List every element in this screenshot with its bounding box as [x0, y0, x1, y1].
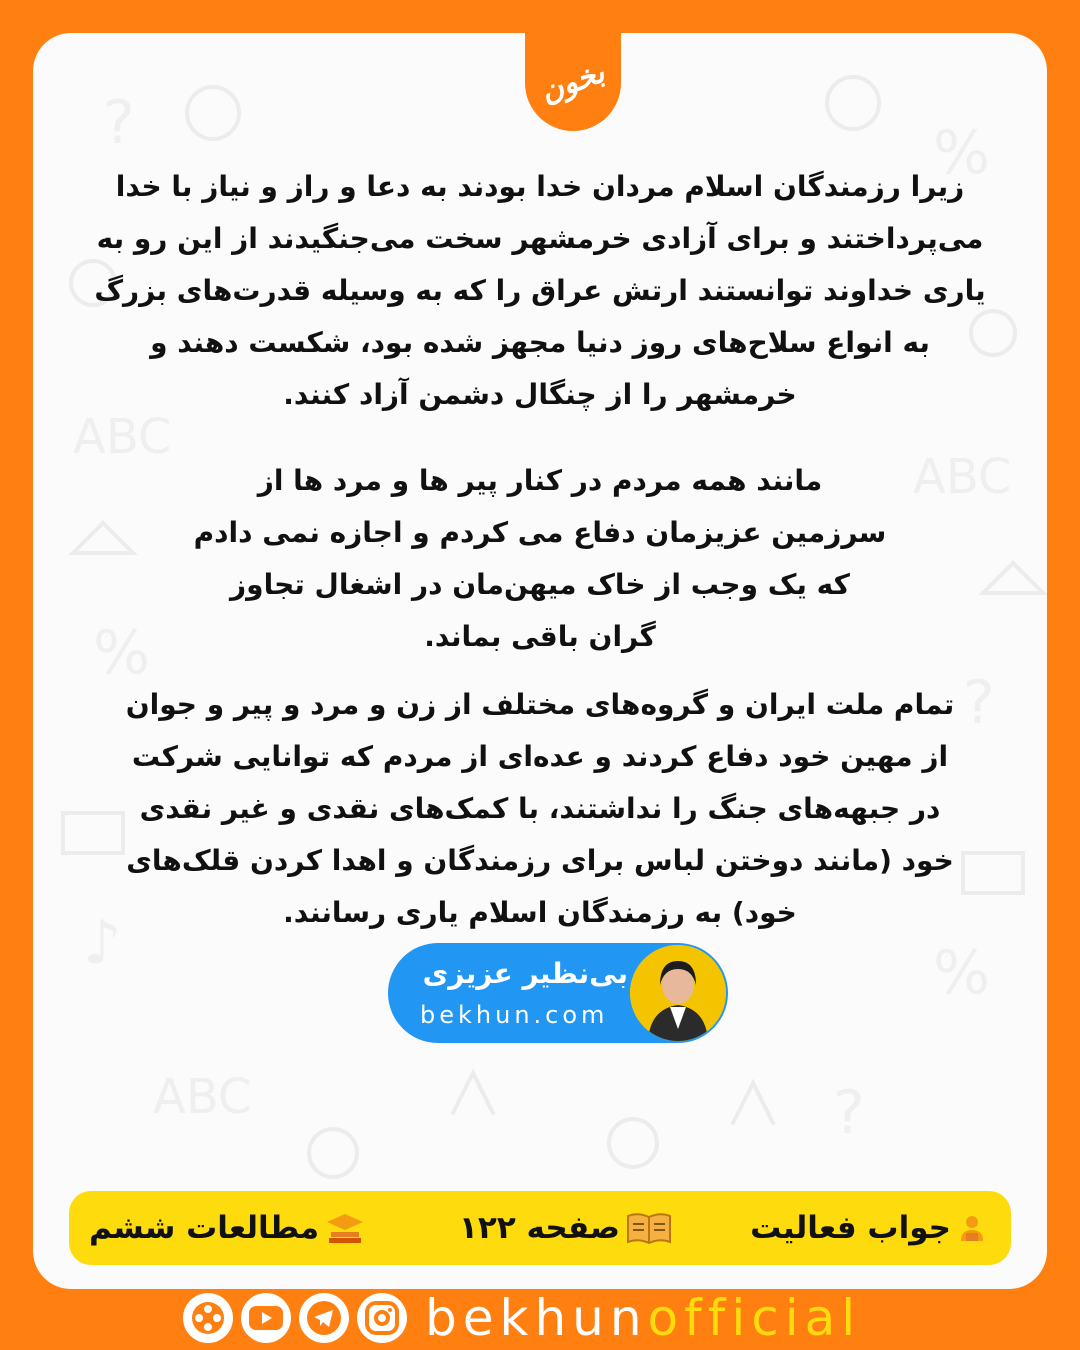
svg-text:?: ?	[103, 88, 135, 158]
teacher-icon	[957, 1213, 987, 1243]
text-line: خرمشهر را از چنگال دشمن آزاد کنند.	[283, 378, 797, 411]
text-line: می‌پرداختند و برای آزادی خرمشهر سخت می‌جنگیدند از این رو به	[96, 222, 984, 255]
text-line: خود) به رزمندگان اسلام یاری رسانند.	[283, 896, 797, 929]
handle-part-1: bekhun	[425, 1289, 648, 1347]
text-line: خود (مانند دوختن لباس برای رزمندگان و اهدا کردن قلک‌های	[126, 844, 954, 877]
author-website: bekhun.com	[420, 1001, 609, 1029]
social-footer	[183, 1290, 861, 1346]
svg-text:?: ?	[833, 1078, 865, 1148]
text-line: که یک وجب از خاک میهن‌مان در اشغال تجاوز	[230, 568, 850, 601]
svg-text:♪: ♪	[83, 908, 122, 978]
svg-text:ABC: ABC	[913, 449, 1012, 505]
brand-logo	[525, 33, 621, 131]
svg-text:%: %	[933, 938, 991, 1008]
text-line: زیرا رزمندگان اسلام مردان خدا بودند به دعا و راز و نیاز با خدا	[115, 170, 965, 203]
author-avatar	[630, 945, 726, 1041]
answer-paragraph-1	[73, 161, 1007, 421]
brand-logo-text: بخون	[536, 54, 610, 110]
author-name: بی‌نظیر عزیزی	[422, 957, 628, 990]
svg-text:ABC: ABC	[153, 1069, 252, 1125]
answer-paragraph-3	[73, 679, 1007, 939]
content-card	[33, 33, 1047, 1289]
text-line: در جبهه‌های جنگ را نداشتند، با کمک‌های نقدی و غیر نقدی	[139, 792, 941, 825]
graduation-cap-books-icon	[325, 1212, 365, 1244]
social-handle[interactable]	[425, 1289, 861, 1347]
open-book-icon	[626, 1212, 672, 1244]
text-line: تمام ملت ایران و گروه‌های مختلف از زن و مرد و پیر و جوان	[125, 688, 955, 721]
text-line: یاری خداوند توانستند ارتش عراق را که به وسیله قدرت‌های بزرگ	[94, 274, 986, 307]
text-line: از مهین خود دفاع کردند و عده‌ای از مردم که توانایی شرکت	[131, 740, 949, 773]
author-badge	[388, 943, 728, 1043]
subject-text: مطالعات ششم	[89, 1210, 320, 1246]
activity-text: جواب فعالیت	[750, 1210, 951, 1246]
text-line: سرزمین عزیزمان دفاع می کردم و اجازه نمی دادم	[193, 516, 887, 549]
youtube-icon[interactable]	[241, 1293, 291, 1343]
svg-text:%: %	[93, 618, 151, 688]
svg-text:ABC: ABC	[73, 409, 172, 465]
page-number-text: صفحه ۱۲۲	[459, 1210, 620, 1246]
instagram-icon[interactable]	[357, 1293, 407, 1343]
text-line: به انواع سلاح‌های روز دنیا مجهز شده بود، شکست دهند و	[150, 326, 930, 359]
subject-label	[89, 1191, 365, 1265]
bottom-info-bar	[69, 1191, 1011, 1265]
text-line: مانند همه مردم در کنار پیر ها و مرد ها از	[257, 464, 823, 497]
handle-part-2: official	[647, 1289, 862, 1347]
telegram-icon[interactable]	[299, 1293, 349, 1343]
page-label	[459, 1191, 672, 1265]
person-avatar-icon	[630, 945, 726, 1041]
film-reel-icon[interactable]	[183, 1293, 233, 1343]
svg-text:%: %	[933, 118, 991, 188]
text-line: گران باقی بماند.	[424, 620, 656, 653]
answer-paragraph-2	[73, 455, 1007, 663]
svg-text:?: ?	[963, 668, 995, 738]
activity-label	[750, 1191, 987, 1265]
